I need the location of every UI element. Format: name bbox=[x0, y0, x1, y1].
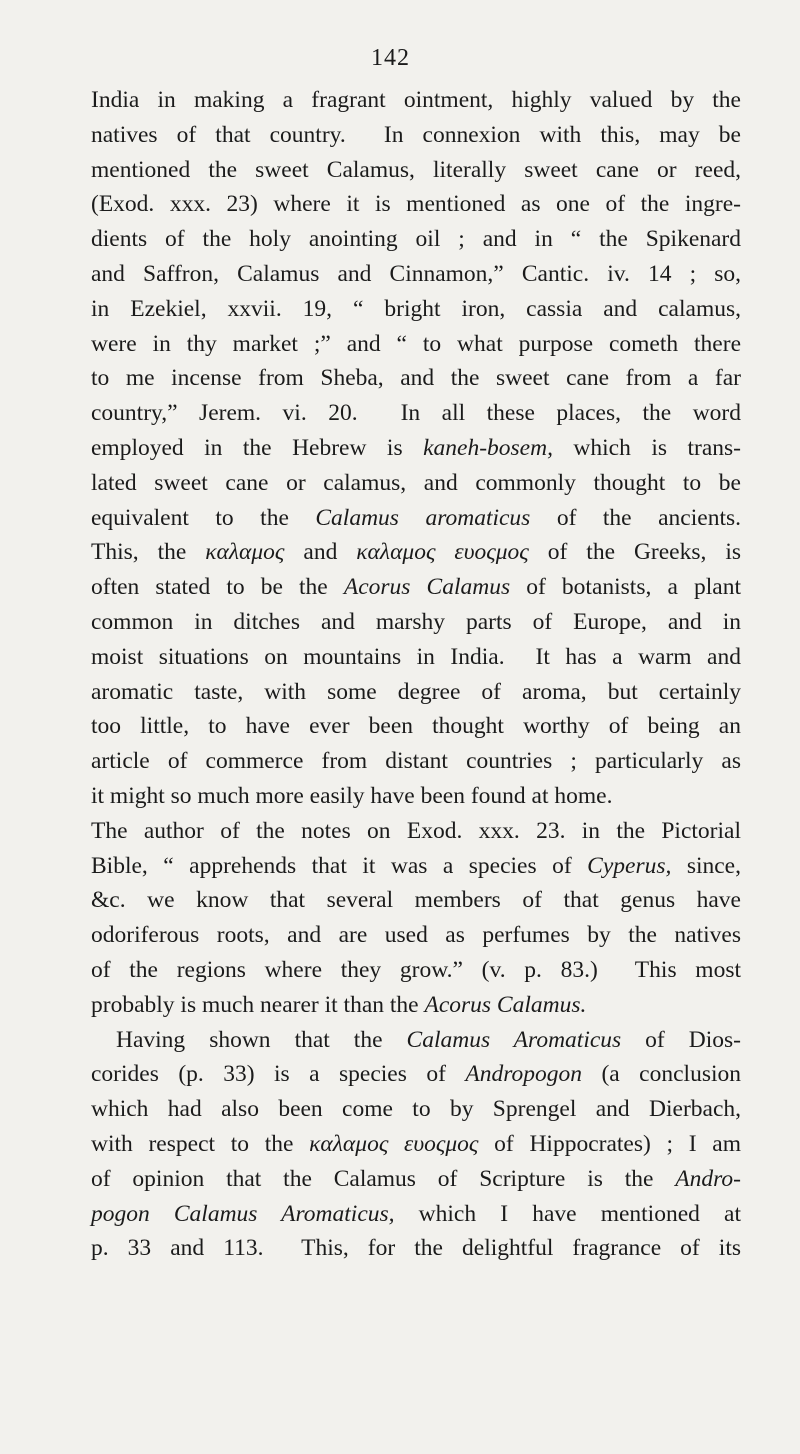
text-line bbox=[91, 988, 741, 1023]
text-line bbox=[91, 1057, 741, 1092]
text-run: common in ditches and marshy parts of Europe, and in bbox=[91, 608, 741, 635]
text-line bbox=[91, 1092, 741, 1127]
text-line bbox=[91, 222, 741, 257]
text-run: were in thy market ;” and “ to what purpose cometh there bbox=[91, 330, 741, 357]
italic-text: Calamus Aromaticus bbox=[406, 1026, 622, 1053]
text-line bbox=[91, 953, 741, 988]
text-run: with respect to the bbox=[91, 1130, 310, 1157]
text-run: (Exod. xxx. 23) where it is mentioned as one of the ingre- bbox=[91, 191, 741, 218]
text-run: of Dios- bbox=[621, 1026, 741, 1053]
text-line bbox=[91, 570, 741, 605]
text-line bbox=[91, 118, 741, 153]
italic-text: καλαμος bbox=[205, 539, 285, 566]
text-run: India in making a fragrant ointment, highly valued by the bbox=[91, 87, 741, 113]
text-run: of the regions where they grow.” (v. p. 83.) This most bbox=[91, 956, 741, 983]
text-run: equivalent to the bbox=[91, 504, 316, 531]
text-line bbox=[91, 431, 741, 466]
text-line bbox=[91, 849, 741, 884]
text-line bbox=[91, 396, 741, 431]
text-run: &c. we know that several members of that genus have bbox=[91, 887, 741, 914]
text-line bbox=[91, 361, 741, 396]
italic-text: Acorus Calamus bbox=[343, 574, 511, 601]
italic-text: Andro- bbox=[675, 1165, 741, 1192]
text-run: of Hippocrates) ; I am bbox=[478, 1130, 741, 1157]
text-run: (a conclusion bbox=[582, 1061, 741, 1088]
text-run: The author of the notes on Exod. xxx. 23. in the Pictorial bbox=[91, 817, 741, 844]
text-run: employed in the Hebrew is bbox=[91, 434, 424, 461]
text-run: mentioned the sweet Calamus, literally sweet cane or reed, bbox=[91, 156, 741, 183]
text-line bbox=[91, 1023, 741, 1058]
text-line bbox=[91, 153, 741, 188]
text-run: and bbox=[284, 539, 357, 566]
text-run: moist situations on mountains in India. It has a warm and bbox=[91, 643, 741, 670]
text-line bbox=[91, 292, 741, 327]
text-line bbox=[91, 709, 741, 744]
text-line bbox=[91, 918, 741, 953]
text-run: often stated to be the bbox=[91, 574, 344, 601]
text-run: to me incense from Sheba, and the sweet cane from a far bbox=[91, 365, 741, 392]
text-line bbox=[91, 187, 741, 222]
italic-text: pogon Calamus Aromaticus, bbox=[91, 1200, 395, 1227]
text-run: since, bbox=[671, 852, 741, 879]
text-run: which I have mentioned at bbox=[394, 1200, 741, 1227]
text-run: Having shown that the bbox=[116, 1026, 407, 1053]
text-run: Bible, “ apprehends that it was a species of bbox=[91, 852, 588, 879]
body-text bbox=[91, 83, 741, 1266]
text-line bbox=[91, 1231, 741, 1266]
text-run: it might so much more easily have been found at home. bbox=[91, 782, 613, 809]
text-line bbox=[91, 605, 741, 640]
text-line bbox=[91, 1127, 741, 1162]
text-line bbox=[91, 675, 741, 710]
text-line bbox=[91, 501, 741, 536]
text-line bbox=[91, 1197, 741, 1232]
text-line bbox=[91, 83, 741, 118]
text-line bbox=[91, 257, 741, 292]
text-run: p. 33 and 113. This, for the delightful fragrance of its bbox=[91, 1235, 741, 1262]
italic-text: καλαμος ευοςμος bbox=[356, 539, 529, 566]
italic-text: Andropogon bbox=[465, 1061, 583, 1088]
text-line bbox=[91, 327, 741, 362]
italic-text: Acorus Calamus. bbox=[424, 991, 587, 1018]
text-run: This, the bbox=[91, 539, 206, 566]
text-run: which is trans- bbox=[552, 434, 741, 461]
text-line bbox=[91, 779, 741, 814]
italic-text: Cyperus, bbox=[587, 852, 672, 879]
text-run: odoriferous roots, and are used as perfumes by the natives bbox=[91, 922, 741, 949]
text-line bbox=[91, 466, 741, 501]
text-run: of the ancients. bbox=[530, 504, 741, 531]
text-run: of the Greeks, is bbox=[528, 539, 741, 566]
text-line bbox=[91, 744, 741, 779]
text-run: country,” Jerem. vi. 20. In all these places, the word bbox=[91, 400, 741, 427]
text-run: aromatic taste, with some degree of aroma, but certainly bbox=[91, 678, 741, 705]
text-run: dients of the holy anointing oil ; and in “ the Spikenard bbox=[91, 226, 741, 253]
text-line bbox=[91, 1162, 741, 1197]
text-run: corides (p. 33) is a species of bbox=[91, 1061, 466, 1088]
text-run: which had also been come to by Sprengel and Dierbach, bbox=[91, 1096, 741, 1123]
text-run: probably is much nearer it than the bbox=[91, 991, 425, 1018]
italic-text: Calamus aromaticus bbox=[315, 504, 531, 531]
text-run: of botanists, a plant bbox=[510, 574, 741, 601]
text-line bbox=[91, 535, 741, 570]
text-run: of opinion that the Calamus of Scripture is the bbox=[91, 1165, 676, 1192]
text-run: and Saffron, Calamus and Cinnamon,” Cantic. iv. 14 ; so, bbox=[91, 260, 741, 287]
italic-text: καλαμος ευοςμος bbox=[309, 1130, 479, 1157]
text-run: article of commerce from distant countries ; particularly as bbox=[91, 748, 741, 775]
text-run: too little, to have ever been thought worthy of being an bbox=[91, 713, 741, 740]
italic-text: kaneh-bosem, bbox=[423, 434, 553, 461]
page-number: 142 bbox=[371, 45, 410, 71]
text-line bbox=[91, 640, 741, 675]
text-line bbox=[91, 814, 741, 849]
text-run: lated sweet cane or calamus, and commonly thought to be bbox=[91, 469, 741, 496]
text-line bbox=[91, 883, 741, 918]
text-run: natives of that country. In connexion with this, may be bbox=[91, 121, 741, 148]
text-run: in Ezekiel, xxvii. 19, “ bright iron, cassia and calamus, bbox=[91, 295, 741, 322]
